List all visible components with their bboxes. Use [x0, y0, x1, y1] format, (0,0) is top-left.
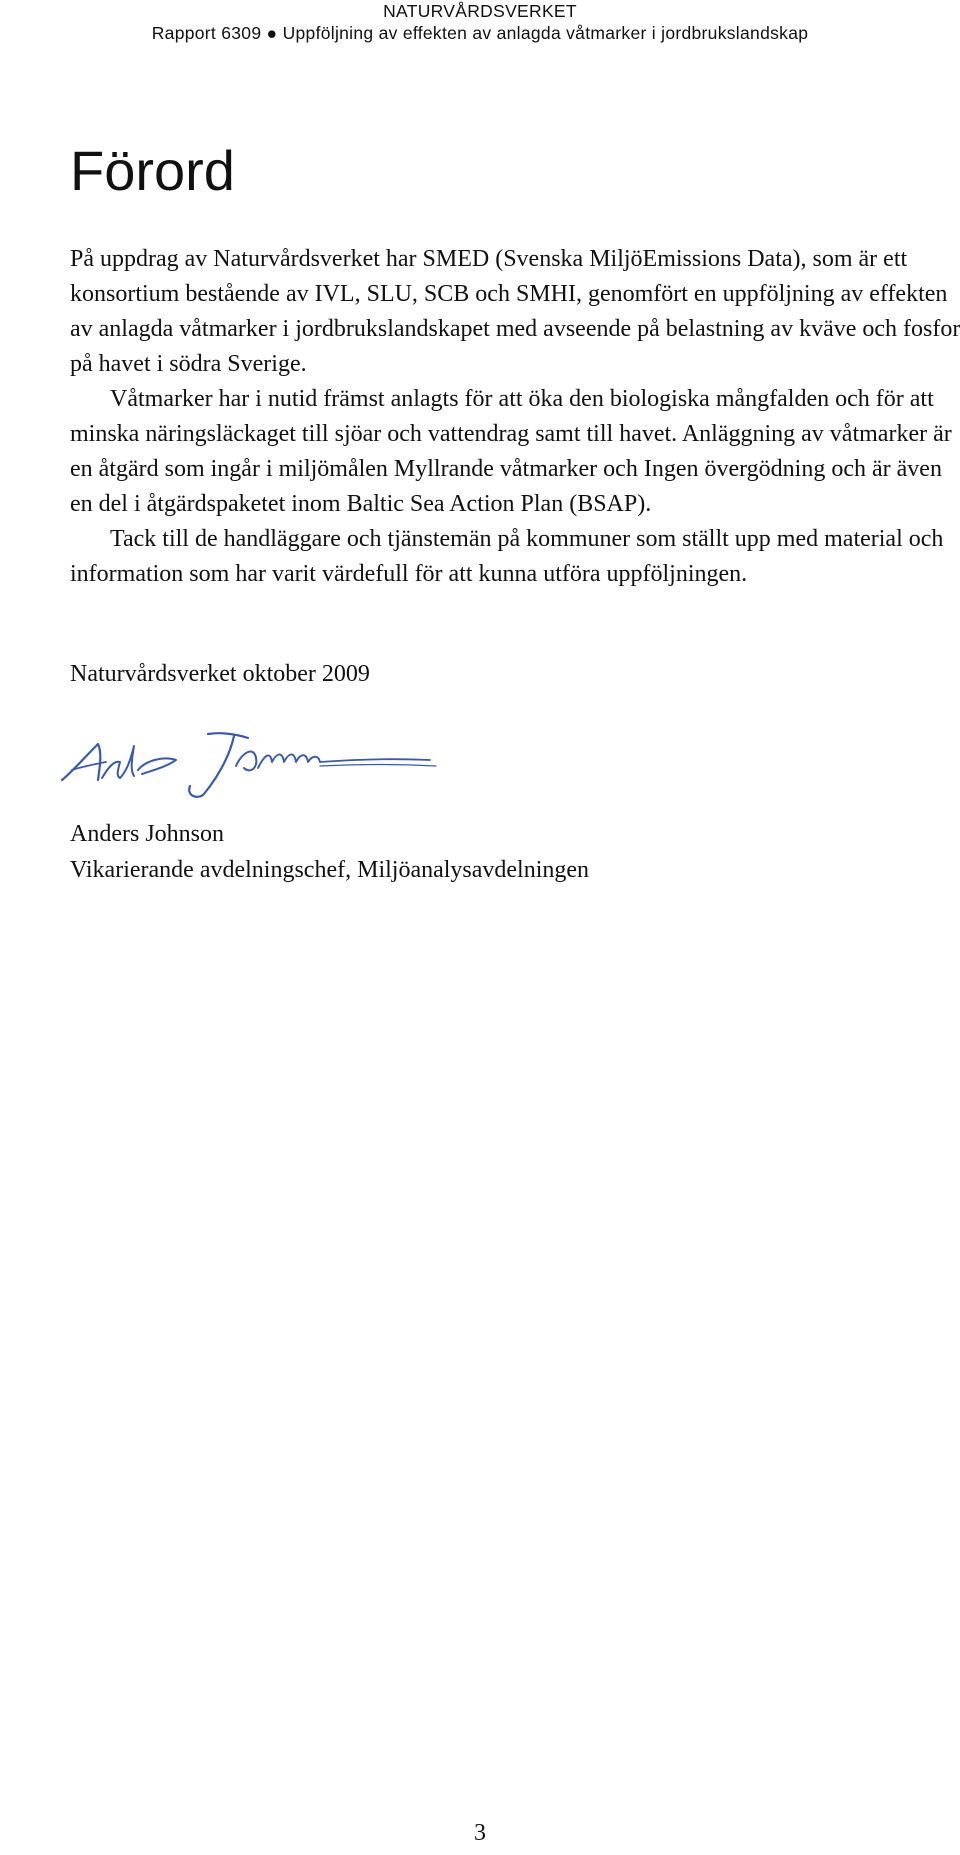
page-number: 3	[474, 1820, 486, 1846]
handwritten-signature	[58, 722, 458, 812]
header-report-line: Rapport 6309 ● Uppföljning av effekten av anlagda våtmarker i jordbrukslandskap	[151, 23, 809, 43]
preface-body	[70, 242, 960, 592]
signer-block	[70, 816, 589, 888]
header-organization: NATURVÅRDSVERKET	[383, 1, 577, 21]
paragraph-1: På uppdrag av Naturvårdsverket har SMED (Svenska MiljöEmissions Data), som är ett konsortium bestående av IVL, SLU, SCB och SMHI, genomfört en uppföljning av effekten av anlagda våtmarker i jordbrukslandskapet med avseende på belastning av kväve och fosfor på havet i södra Sverige.	[70, 246, 960, 377]
paragraph-3: Tack till de handläggare och tjänstemän på kommuner som ställt upp med material och information som har varit värdefull för att kunna utföra uppföljningen.	[70, 526, 944, 587]
page-title: Förord	[70, 139, 235, 202]
signer-role: Vikarierande avdelningschef, Miljöanalysavdelningen	[70, 857, 590, 883]
dateline: Naturvårdsverket oktober 2009	[70, 661, 370, 687]
paragraph-2: Våtmarker har i nutid främst anlagts för att öka den biologiska mångfalden och för att minska näringsläckaget till sjöar och vattendrag samt till havet. Anläggning av våtmarker är en åtgärd som ingår i miljömålen Myllrande våtmarker och Ingen övergödning och är även en del i åtgärdspaketet inom Baltic Sea Action Plan (BSAP).	[70, 386, 952, 517]
page-header	[0, 0, 960, 44]
signer-name: Anders Johnson	[70, 821, 224, 847]
